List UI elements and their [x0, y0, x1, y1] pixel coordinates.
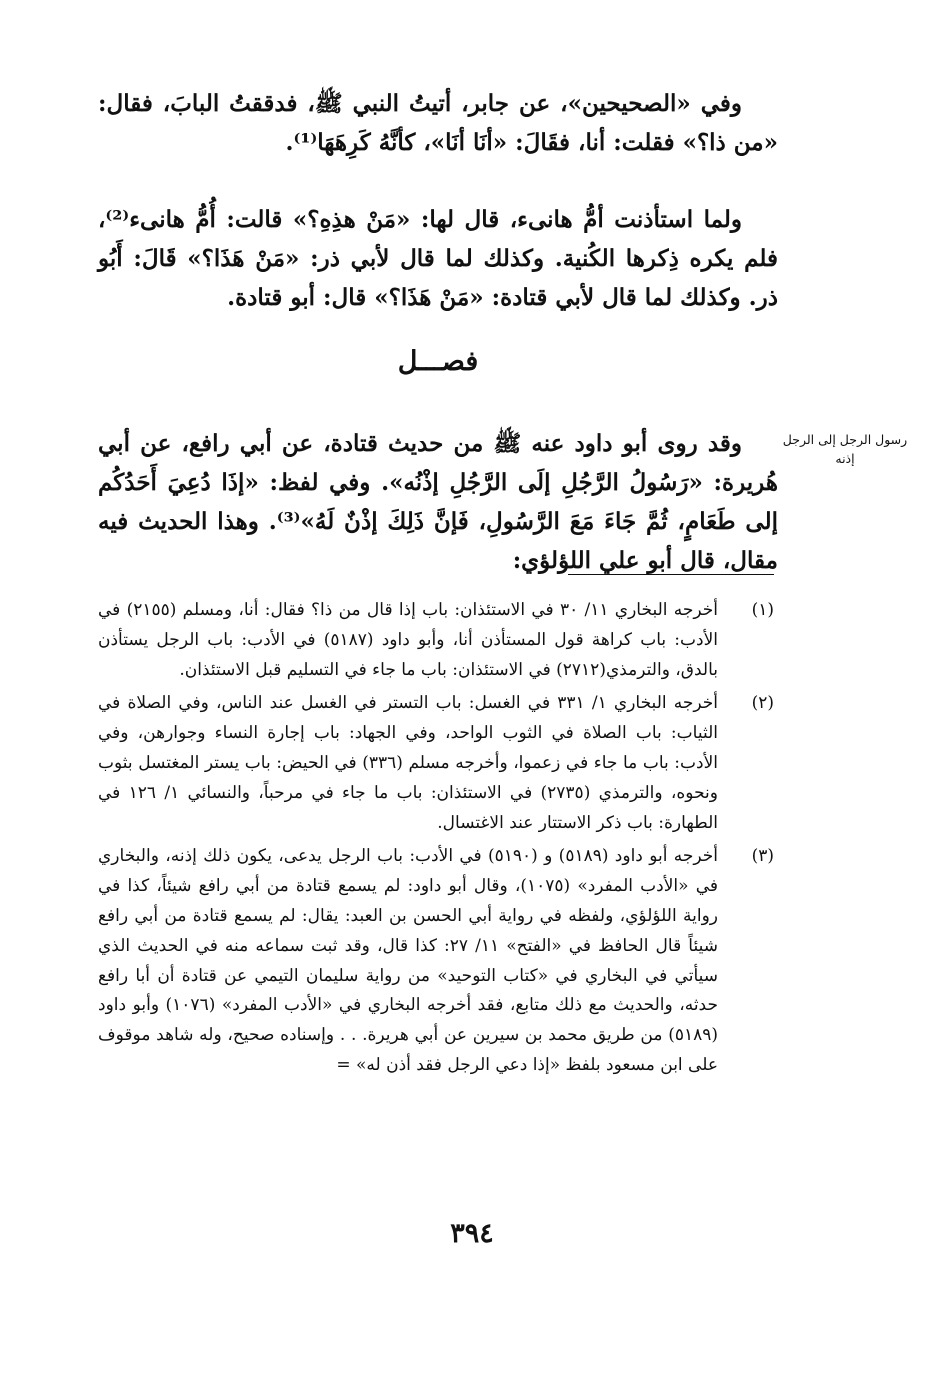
footnote-text: أخرجه البخاري ١١/ ٣٠ في الاستئذان: باب إذا قال من ذا؟ فقال: أنا، ومسلم (٢١٥٥) في الأدب: باب كراهة قول المستأذن أنا، وأبو داود (٥١٨٧) في الأدب: باب الرجل يستأذن بالدق، والترمذي(٢٧١٢) في الاستئذان: باب ما جاء في التسليم قبل الاستئذان. — [98, 600, 719, 680]
footnote-text: أخرجه البخاري ١/ ٣٣١ في الغسل: باب التستر في الغسل عند الناس، وفي الصلاة في الثياب: باب الصلاة في الثوب الواحد، وفي الجهاد: باب إجارة النساء وجوارهن، وفي الأدب: باب ما جاء في زعموا، وأخرجه مسلم (٣٣٦) في الحيض: باب يستر المغتسل بثوب ونحوه، والترمذي (٢٧٣٥) في الاستئذان: باب ما جاء في مرحباً، والنسائي ١/ ١٢٦ في الطهارة: باب ذكر الاستتار عند الاغتسال. — [98, 693, 719, 833]
main-text-block-2 — [98, 200, 778, 317]
margin-note: رسول الرجل إلى الرجل إذنه — [782, 432, 908, 466]
footnote-text: أخرجه أبو داود (٥١٨٩) و (٥١٩٠) في الأدب: باب الرجل يدعى، يكون ذلك إذنه، والبخاري في «الأدب المفرد» (١٠٧٥)، وقال أبو داود: لم يسمع قتادة من أبي رافع شيئاً، كذا في رواية اللؤلؤي، ولفظه في رواية أبي الحسن بن العبد: يقال: لم يسمع قتادة من أبي رافع شيئاً قال الحافظ في «الفتح» ١١/ ٢٧: كذا قال، وقد ثبت سماعه منه في الحديث الذي سيأتي في البخاري في «كتاب التوحيد» من رواية سليمان التيمي عن قتادة أن أبا رافع حدثه، والحديث مع ذلك متابع، فقد أخرجه البخاري في «الأدب المفرد» (١٠٧٦) وأبو داود (٥١٨٩) من طريق محمد بن سيرين عن أبي هريرة. . . وإسناده صحيح، وله شاهد موقوف على ابن مسعود بلفظ «إذا دعي الرجل فقد أذن له» = — [98, 846, 719, 1075]
paragraph-jabir-hadith: وفي «الصحيحين»، عن جابر، أتيتُ النبي ﷺ، فدققتُ البابَ، فقال: «من ذا؟» فقلت: أنا، فقَالَ: «أنَا أنَا»، كأنَّهُ كَرِهَهَا⁽¹⁾. — [98, 90, 778, 156]
footnote-3 — [98, 842, 778, 1080]
section-heading — [98, 346, 778, 377]
main-text-block-3 — [98, 424, 778, 580]
section-heading-text: فصـــل — [397, 346, 479, 377]
footnotes — [98, 596, 778, 1085]
paragraph-abu-dawud-hadith: وقد روى أبو داود عنه ﷺ من حديث قتادة، عن أبي رافع، عن أبي هُريرة: «رَسُولُ الرَّجُلِ إلَى الرَّجُلِ إذْنُه». وفي لفظ: «إذَا دُعِيَ أَحَدُكُم إلى طَعَامٍ، ثُمَّ جَاءَ مَعَ الرَّسُولِ، فَإنَّ ذَلِكَ إذْنٌ لَهُ»⁽³⁾. وهذا الحديث فيه مقال، قال أبو علي اللؤلؤي: — [98, 430, 778, 574]
footnote-number: (٢) — [751, 693, 774, 714]
page-number: ٣٩٤ — [450, 1218, 494, 1249]
footnote-2 — [98, 689, 778, 838]
footnote-1 — [98, 596, 778, 685]
footnote-divider — [568, 574, 774, 575]
main-text-block-1 — [98, 84, 778, 162]
footnote-number: (١) — [751, 600, 774, 620]
footnote-number: (٣) — [751, 846, 774, 867]
paragraph-umm-hani: ولما استأذنت أمُّ هانىء، قال لها: «مَنْ هذِهِ؟» قالت: أُمُّ هانىء⁽²⁾، فلم يكره ذِكرها الكُنية. وكذلك لما قال لأبي ذر: «مَنْ هَذَا؟» قَالَ: أَبُو ذر. وكذلك لما قال لأبي قتادة: «مَنْ هَذَا؟» قال: أبو قتادة. — [98, 206, 778, 311]
